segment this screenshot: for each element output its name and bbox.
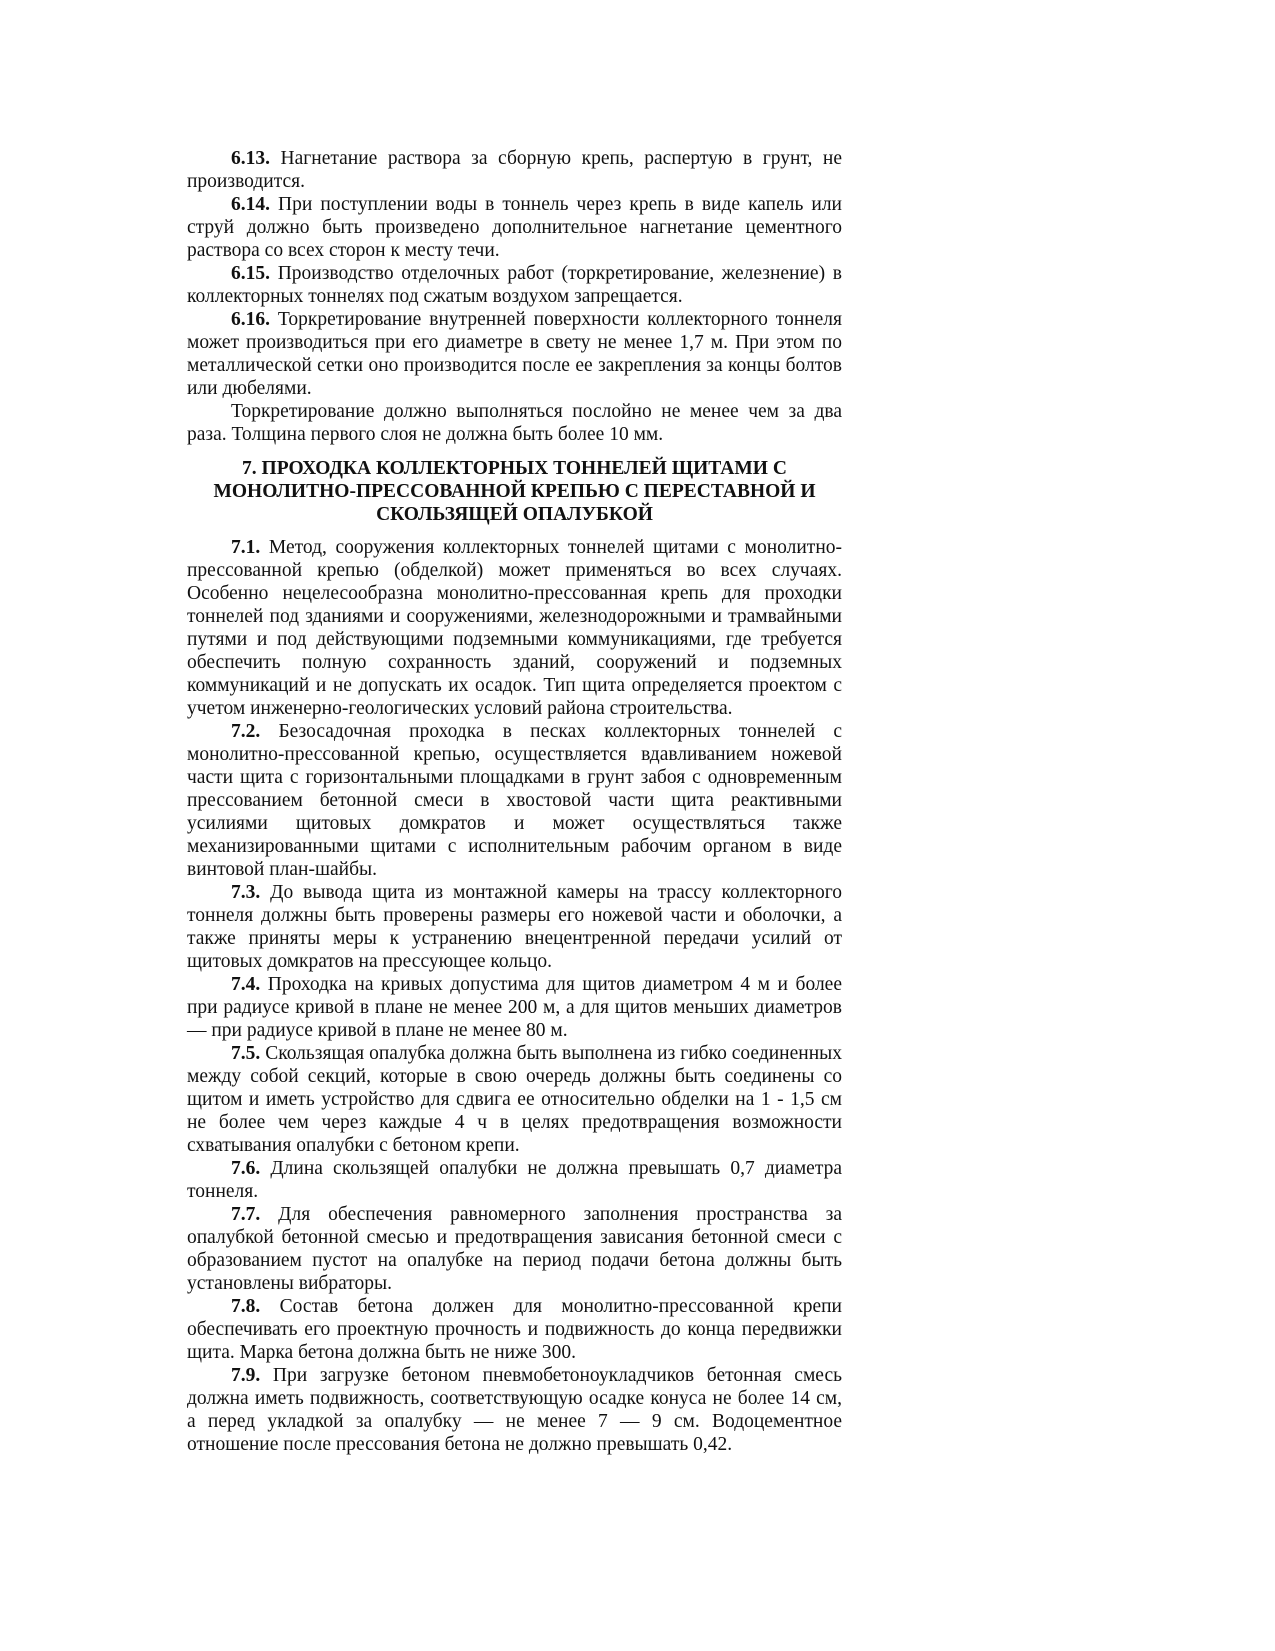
clause-text: Нагнетание раствора за сборную крепь, распертую в грунт, не производится. bbox=[187, 148, 842, 192]
clause-text: Длина скользящей опалубки не должна превышать 0,7 диаметра тоннеля. bbox=[187, 1158, 842, 1202]
paragraph-7-7 bbox=[187, 1203, 842, 1295]
paragraph-7-5 bbox=[187, 1042, 842, 1157]
clause-number: 7.4. bbox=[231, 974, 261, 995]
paragraph-6-16 bbox=[187, 308, 842, 400]
paragraph-7-6 bbox=[187, 1157, 842, 1203]
document-body bbox=[187, 147, 842, 1456]
clause-text: Для обеспечения равномерного заполнения пространства за опалубкой бетонной смесью и предотвращения зависания бетонной смеси с образованием пустот на опалубке на период подачи бетона должны быть установлены вибраторы. bbox=[187, 1204, 842, 1294]
paragraph-6-14 bbox=[187, 193, 842, 262]
paragraph-6-13 bbox=[187, 147, 842, 193]
clause-text: При загрузке бетоном пневмобетоноукладчиков бетонная смесь должна иметь подвижность, соответствующую осадке конуса не более 14 см, а перед укладкой за опалубку — не менее 7 — 9 см. Водоцементное отношение после прессования бетона не должно превышать 0,42. bbox=[187, 1365, 842, 1455]
clause-number: 7.1. bbox=[231, 537, 261, 558]
paragraph-7-4 bbox=[187, 973, 842, 1042]
paragraph-7-3 bbox=[187, 881, 842, 973]
clause-text: До вывода щита из монтажной камеры на трассу коллекторного тоннеля должны быть проверены размеры его ножевой части и оболочки, а также приняты меры к устранению внецентренной передачи усилий от щитовых домкратов на прессующее кольцо. bbox=[187, 882, 842, 972]
clause-text: При поступлении воды в тоннель через крепь в виде капель или струй должно быть произведено дополнительное нагнетание цементного раствора со всех сторон к месту течи. bbox=[187, 194, 842, 261]
clause-text: Метод, сооружения коллекторных тоннелей щитами с монолитно-прессованной крепью (обделкой) может применяться во всех случаях. Особенно нецелесообразна монолитно-прессованная крепь для проходки тоннелей под зданиями и сооружениями, железнодорожными и трамвайными путями и под действующими подземными коммуникациями, где требуется обеспечить полную сохранность зданий, сооружений и подземных коммуникаций и не допускать их осадок. Тип щита определяется проектом с учетом инженерно-геологических условий района строительства. bbox=[187, 537, 842, 719]
paragraph-7-2 bbox=[187, 720, 842, 881]
clause-text: Безосадочная проходка в песках коллекторных тоннелей с монолитно-прессованной крепью, осуществляется вдавливанием ножевой части щита с горизонтальными площадками в грунт забоя с одновременным прессованием бетонной смеси в хвостовой части щита реактивными усилиями щитовых домкратов и может осуществляться также механизированными щитами с исполнительным рабочим органом в виде винтовой план-шайбы. bbox=[187, 721, 842, 880]
clause-number: 6.15. bbox=[231, 263, 270, 284]
clause-text: Торкретирование должно выполняться послойно не менее чем за два раза. Толщина первого слоя не должна быть более 10 мм. bbox=[187, 401, 842, 445]
clause-text: Торкретирование внутренней поверхности коллекторного тоннеля может производиться при его диаметре в свету не менее 1,7 м. При этом по металлической сетки оно производится после ее закрепления за концы болтов или дюбелями. bbox=[187, 309, 842, 399]
clause-number: 7.7. bbox=[231, 1204, 261, 1225]
paragraph-6-16-continued bbox=[187, 400, 842, 446]
clause-text: Производство отделочных работ (торкретирование, железнение) в коллекторных тоннелях под сжатым воздухом запрещается. bbox=[187, 263, 842, 307]
clause-text: Скользящая опалубка должна быть выполнена из гибко соединенных между собой секций, которые в свою очередь должны быть соединены со щитом и иметь устройство для сдвига ее относительно обделки на 1 - 1,5 см не более чем через каждые 4 ч в целях предотвращения возможности схватывания опалубки с бетоном крепи. bbox=[187, 1043, 842, 1156]
clause-number: 7.6. bbox=[231, 1158, 261, 1179]
paragraph-7-1 bbox=[187, 536, 842, 720]
clause-number: 6.14. bbox=[231, 194, 270, 215]
paragraph-7-8 bbox=[187, 1295, 842, 1364]
heading-line-3: СКОЛЬЗЯЩЕЙ ОПАЛУБКОЙ bbox=[376, 504, 653, 525]
clause-number: 6.16. bbox=[231, 309, 270, 330]
section-7-heading bbox=[187, 457, 842, 526]
clause-number: 7.8. bbox=[231, 1296, 261, 1317]
paragraph-7-9 bbox=[187, 1364, 842, 1456]
clause-number: 7.5. bbox=[231, 1043, 261, 1064]
paragraph-6-15 bbox=[187, 262, 842, 308]
clause-number: 7.3. bbox=[231, 882, 261, 903]
clause-number: 6.13. bbox=[231, 148, 270, 169]
clause-number: 7.9. bbox=[231, 1365, 261, 1386]
heading-line-1: 7. ПРОХОДКА КОЛЛЕКТОРНЫХ ТОННЕЛЕЙ ЩИТАМИ С bbox=[242, 458, 787, 479]
clause-text: Состав бетона должен для монолитно-прессованной крепи обеспечивать его проектную прочность и подвижность до конца передвижки щита. Марка бетона должна быть не ниже 300. bbox=[187, 1296, 842, 1363]
clause-number: 7.2. bbox=[231, 721, 261, 742]
clause-text: Проходка на кривых допустима для щитов диаметром 4 м и более при радиусе кривой в плане не менее 200 м, а для щитов меньших диаметров — при радиусе кривой в плане не менее 80 м. bbox=[187, 974, 842, 1041]
heading-line-2: МОНОЛИТНО-ПРЕССОВАННОЙ КРЕПЬЮ С ПЕРЕСТАВНОЙ И bbox=[213, 481, 816, 502]
